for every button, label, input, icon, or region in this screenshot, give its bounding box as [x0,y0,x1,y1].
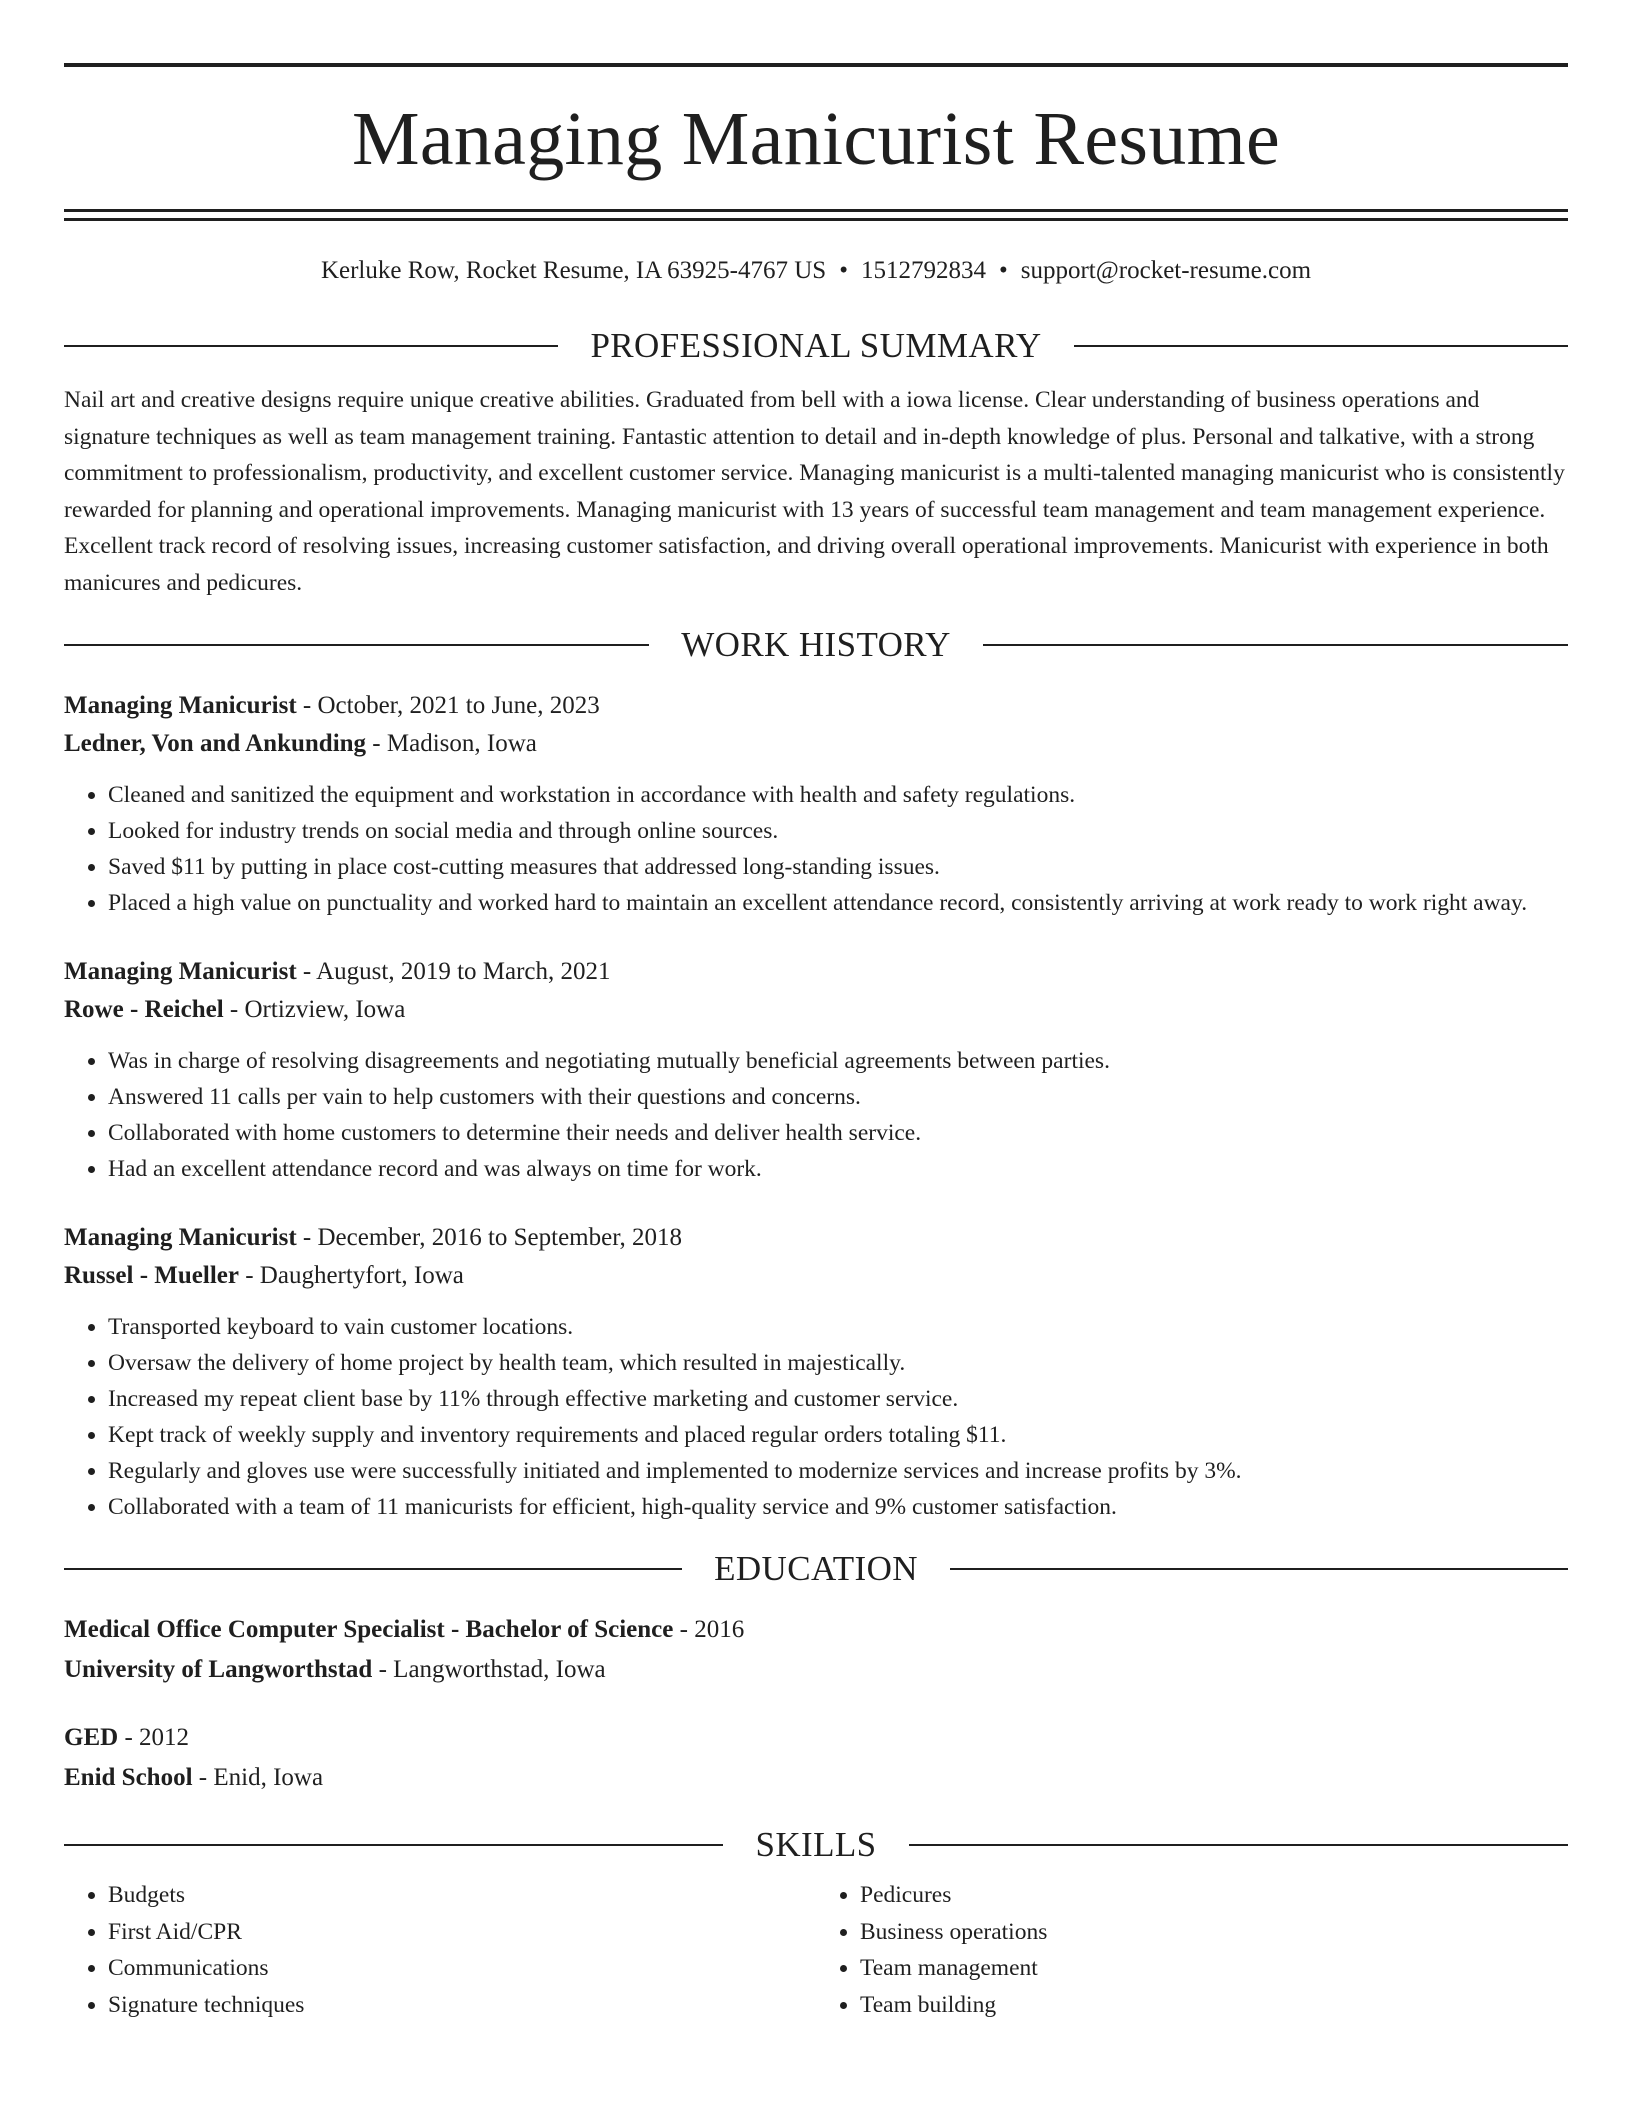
list-item: • Regularly and gloves use were successfully initiated and implemented to modernize services and increase profits by 3%. [108,1453,1568,1489]
job-entry [64,687,1568,921]
list-item: • Had an excellent attendance record and was always on time for work. [108,1151,1568,1187]
section-title: EDUCATION [714,1549,918,1588]
job-company-line [64,725,1568,763]
section-heading-work [64,623,1568,667]
contact-separator: • [998,257,1008,284]
skills-grid [64,1877,1568,2023]
job-bullets [64,1043,1568,1187]
skills-list-right [816,1877,1568,2023]
job-dates: - August, 2019 to March, 2021 [296,958,611,985]
job-title: Managing Manicurist [64,1224,297,1251]
list-item: • Collaborated with home customers to determine their needs and deliver health service. [108,1115,1568,1151]
list-item: • Answered 11 calls per vain to help customers with their questions and concerns. [108,1079,1568,1115]
job-dates: - December, 2016 to September, 2018 [296,1224,683,1251]
section-title: WORK HISTORY [681,625,951,664]
heading-rule-left [64,1568,682,1570]
list-item: • Pedicures [860,1877,1568,1914]
list-item: • Kept track of weekly supply and inventory requirements and placed regular orders totaling $11. [108,1417,1568,1453]
contact-line [64,256,1568,286]
heading-rule-left [64,1844,723,1846]
heading-rule-right [1074,345,1568,347]
job-company: Ledner, Von and Ankunding [64,730,367,757]
list-item: • Cleaned and sanitized the equipment and workstation in accordance with health and safety regulations. [108,777,1568,813]
job-entry [64,1219,1568,1525]
job-company: Rowe - Reichel [64,996,224,1023]
section-heading-skills [64,1823,1568,1867]
list-item: • Budgets [108,1877,816,1914]
list-item: • Looked for industry trends on social media and through online sources. [108,813,1568,849]
education-entry [64,1611,1568,1689]
list-item: • Collaborated with a team of 11 manicurists for efficient, high-quality service and 9% customer satisfaction. [108,1489,1568,1525]
title-double-rule [64,209,1568,221]
heading-rule-left [64,644,649,646]
job-dates: - October, 2021 to June, 2023 [296,692,600,719]
education-location: - Enid, Iowa [192,1764,324,1791]
section-heading-summary [64,324,1568,368]
job-entry [64,953,1568,1187]
list-item: • Communications [108,1950,816,1987]
list-item: • Was in charge of resolving disagreements and negotiating mutually beneficial agreements between parties. [108,1043,1568,1079]
education-degree-line [64,1611,1568,1649]
contact-phone: 1512792834 [860,257,986,284]
summary-text: Nail art and creative designs require unique creative abilities. Graduated from bell with a iowa license. Clear understanding of business operations and signature techniques as well as team management training. Fantastic attention to detail and in-depth knowledge of plus. Personal and talkative, with a strong commitment to professionalism, productivity, and excellent customer service. Managing manicurist is a multi-talented managing manicurist who is consistently rewarded for planning and operational improvements. Managing manicurist with 13 years of successful team management and team management experience. Excellent track record of resolving issues, increasing customer satisfaction, and driving overall operational improvements. Manicurist with experience in both manicures and pedicures. [64,387,1565,596]
list-item: • Placed a high value on punctuality and worked hard to maintain an excellent attendance record, consistently arriving at work ready to work right away. [108,885,1568,921]
list-item: • Business operations [860,1914,1568,1951]
education-degree: Medical Office Computer Specialist - Bachelor of Science [64,1616,674,1643]
heading-rule-right [950,1568,1568,1570]
job-location: - Madison, Iowa [366,730,537,757]
list-item: • Signature techniques [108,1987,816,2024]
list-item: • Increased my repeat client base by 11% through effective marketing and customer service. [108,1381,1568,1417]
job-title: Managing Manicurist [64,958,297,985]
job-company: Russel - Mueller [64,1262,239,1289]
list-item: • Saved $11 by putting in place cost-cutting measures that addressed long-standing issues. [108,849,1568,885]
education-degree: GED [64,1724,119,1751]
job-location: - Ortizview, Iowa [223,996,406,1023]
job-title-line [64,953,1568,991]
resume-title: Managing Manicurist Resume [351,97,1281,181]
list-item: • Team building [860,1987,1568,2024]
job-bullets [64,777,1568,921]
list-item: • Transported keyboard to vain customer locations. [108,1309,1568,1345]
education-entry [64,1719,1568,1797]
job-title-line [64,1219,1568,1257]
contact-separator: • [839,257,848,284]
skills-list-left [64,1877,816,2023]
education-year: - 2016 [673,1616,745,1643]
list-item: • Oversaw the delivery of home project by health team, which resulted in majestically. [108,1345,1568,1381]
heading-rule-left [64,345,558,347]
section-title: PROFESSIONAL SUMMARY [590,326,1042,365]
job-company-line [64,1257,1568,1295]
education-degree-line [64,1719,1568,1757]
list-item: • First Aid/CPR [108,1914,816,1951]
education-year: - 2012 [118,1724,190,1751]
job-title: Managing Manicurist [64,692,297,719]
heading-rule-right [909,1844,1568,1846]
education-location: - Langworthstad, Iowa [372,1656,606,1683]
top-rule [64,63,1568,67]
section-heading-education [64,1547,1568,1591]
education-school-line [64,1651,1568,1689]
education-school-line [64,1759,1568,1797]
job-company-line [64,991,1568,1029]
heading-rule-right [983,644,1568,646]
job-title-line [64,687,1568,725]
job-location: - Daughertyfort, Iowa [238,1262,464,1289]
list-item: • Team management [860,1950,1568,1987]
contact-email: support@rocket-resume.com [1020,257,1312,284]
education-school: Enid School [64,1764,193,1791]
education-school: University of Langworthstad [64,1656,373,1683]
section-title: SKILLS [755,1825,877,1864]
contact-address: Kerluke Row, Rocket Resume, IA 63925-4767 US [320,257,827,284]
job-bullets [64,1309,1568,1525]
